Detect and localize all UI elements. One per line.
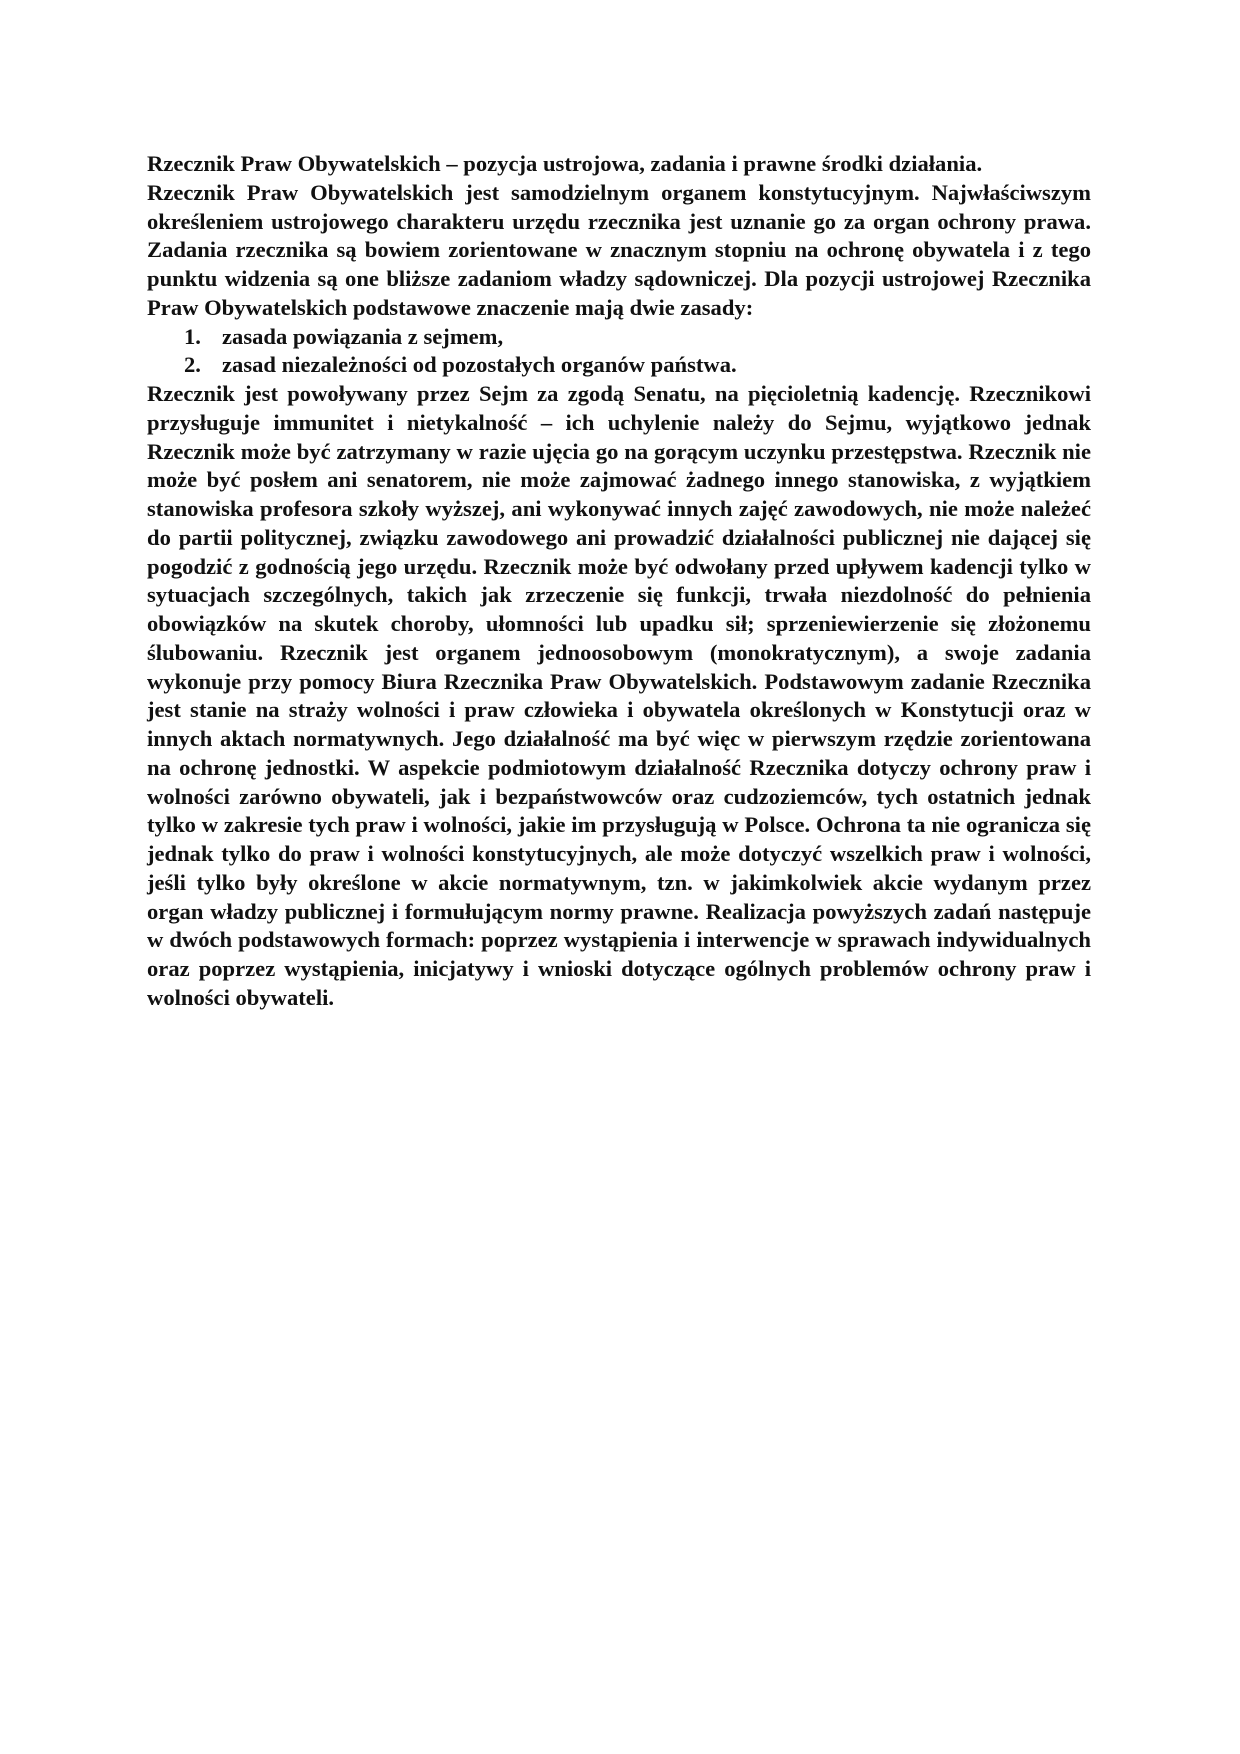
body-paragraph: Rzecznik jest powoływany przez Sejm za zgodą Senatu, na pięcioletnią kadencję. Rzecznikowi przysługuje immunitet i nietykalność – ich uchylenie należy do Sejmu, wyjątkowo jednak Rzecznik może być zatrzymany w razie ujęcia go na gorącym uczynku przestępstwa. Rzecznik nie może być posłem ani senatorem, nie może zajmować żadnego innego stanowiska, z wyjątkiem stanowiska profesora szkoły wyższej, ani wykonywać innych zajęć zawodowych, nie może należeć do partii politycznej, związku zawodowego ani prowadzić działalności publicznej nie dającej się pogodzić z godnością jego urzędu. Rzecznik może być odwołany przed upływem kadencji tylko w sytuacjach szczególnych, takich jak zrzeczenie się funkcji, trwała niezdolność do pełnienia obowiązków na skutek choroby, ułomności lub upadku sił; sprzeniewierzenie się złożonemu ślubowaniu. Rzecznik jest organem jednoosobowym (monokratycznym), a swoje zadania wykonuje przy pomocy Biura Rzecznika Praw Obywatelskich. Podstawowym zadanie Rzecznika jest stanie na straży wolności i praw człowieka i obywatela określonych w Konstytucji oraz w innych aktach normatywnych. Jego działalność ma być więc w pierwszym rzędzie zorientowana na ochronę jednostki. W aspekcie podmiotowym działalność Rzecznika dotyczy ochrony praw i wolności zarówno obywateli, jak i bezpaństwowców oraz cudzoziemców, tych ostatnich jednak tylko w zakresie tych praw i wolności, jakie im przysługują w Polsce. Ochrona ta nie ogranicza się jednak tylko do praw i wolności konstytucyjnych, ale może dotyczyć wszelkich praw i wolności, jeśli tylko były określone w akcie normatywnym, tzn. w jakimkolwiek akcie wydanym przez organ władzy publicznej i formułującym normy prawne. Realizacja powyższych zadań następuje w dwóch podstawowych formach: poprzez wystąpienia i interwencje w sprawach indywidualnych oraz poprzez wystąpienia, inicjatywy i wnioski dotyczące ogólnych problemów ochrony praw i wolności obywateli. (147, 381, 1091, 1010)
list-item (147, 323, 1091, 352)
principles-list (147, 323, 1091, 381)
list-item-text: zasada powiązania z sejmem, (222, 323, 504, 349)
document-title: Rzecznik Praw Obywatelskich – pozycja ustrojowa, zadania i prawne środki działania. (147, 151, 983, 176)
document-page (147, 150, 1091, 1013)
intro-paragraph: Rzecznik Praw Obywatelskich jest samodzielnym organem konstytucyjnym. Najwłaściwszym określeniem ustrojowego charakteru urzędu rzecznika jest uznanie go za organ ochrony prawa. Zadania rzecznika są bowiem zorientowane w znacznym stopniu na ochronę obywatela i z tego punktu widzenia są one bliższe zadaniom władzy sądowniczej. Dla pozycji ustrojowej Rzecznika Praw Obywatelskich podstawowe znaczenie mają dwie zasady: (147, 179, 1091, 320)
list-item-number: 2. (184, 352, 201, 378)
list-item (147, 351, 1091, 380)
list-item-text: zasad niezależności od pozostałych organów państwa. (222, 352, 737, 378)
list-item-number: 1. (184, 323, 201, 349)
